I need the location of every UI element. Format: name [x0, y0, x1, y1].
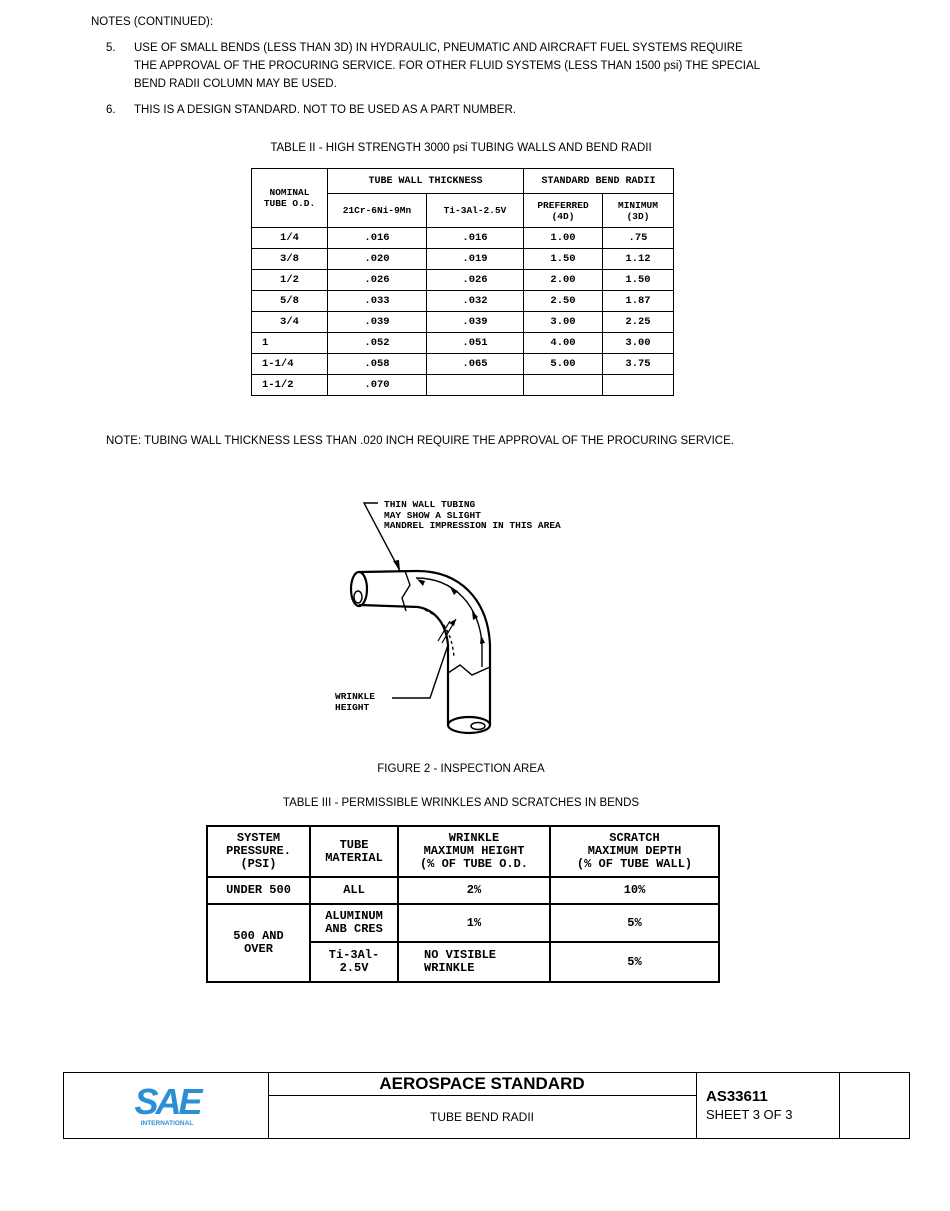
cutaway-edge-top: [402, 571, 410, 611]
table2-cell: 2.50: [524, 291, 603, 312]
table2-cell: [427, 375, 524, 396]
note-5-line-2: THE APPROVAL OF THE PROCURING SERVICE. FOR OTHER FLUID SYSTEMS (LESS THAN 1500 psi) THE SPECIAL: [134, 60, 761, 72]
table3-al-mat-line2: ANB CRES: [325, 922, 383, 936]
figure2-caption: FIGURE 2 - INSPECTION AREA: [377, 763, 545, 775]
table2-row: [252, 312, 674, 333]
table3: [206, 825, 720, 983]
tube-bottom-bore: [471, 723, 485, 730]
table2-cell: .026: [328, 270, 427, 291]
table2-cell: 3/8: [252, 249, 328, 270]
table2-header-od: [252, 169, 328, 228]
table2-header-minimum: [603, 194, 674, 228]
table3-row: [207, 904, 719, 942]
table2-header-minimum-line1: MINIMUM: [618, 199, 658, 211]
table3-over500-line1: 500 AND: [233, 929, 284, 943]
table2-row: [252, 375, 674, 396]
title-block-title-cell: [268, 1073, 697, 1138]
document-subtitle: TUBE BEND RADII: [429, 1110, 534, 1124]
tube-left-end: [351, 572, 367, 606]
table2-header-preferred: [524, 194, 603, 228]
table3-header-pressure-line1: SYSTEM: [236, 831, 281, 845]
table3-cell-over500: [207, 904, 310, 982]
mandrel-callout: [384, 500, 561, 532]
title-block-logo-cell: [64, 1073, 269, 1138]
table2-cell: [603, 375, 674, 396]
table2-title: TABLE II - HIGH STRENGTH 3000 psi TUBING WALLS AND BEND RADII: [270, 142, 652, 154]
table3-header-scratch-line3: (% OF TUBE WALL): [576, 857, 693, 871]
wrinkle-label-line2: HEIGHT: [335, 701, 370, 713]
title-block-blank-cell: [840, 1073, 910, 1138]
table3-header-material-line2: MATERIAL: [325, 850, 383, 865]
table2-header-od-line2: TUBE O.D.: [263, 198, 316, 209]
table2-cell: .026: [427, 270, 524, 291]
table3-cell: 5%: [550, 942, 719, 982]
table2-header-radii: STANDARD BEND RADII: [524, 169, 674, 194]
table3-row: [207, 877, 719, 904]
table2-row: [252, 228, 674, 249]
note-5-number: 5.: [106, 42, 116, 54]
table2-header-wall: TUBE WALL THICKNESS: [328, 169, 524, 194]
table3-cell: [310, 904, 398, 942]
table2: [251, 168, 674, 396]
table2-cell: 4.00: [524, 333, 603, 354]
table3-ti-wrinkle-line2: WRINKLE: [424, 961, 475, 975]
table2-cell: .070: [328, 375, 427, 396]
notes-heading: NOTES (CONTINUED):: [91, 16, 214, 28]
table2-header-preferred-line1: PREFERRED: [537, 199, 589, 211]
table3-cell: ALL: [310, 877, 398, 904]
table3-cell: [398, 942, 550, 982]
table2-header-mat2: Ti-3Al-2.5V: [427, 194, 524, 228]
table2-cell: 2.25: [603, 312, 674, 333]
table2-row: [252, 291, 674, 312]
table3-cell: 1%: [398, 904, 550, 942]
title-block-number-cell: [697, 1073, 840, 1138]
mandrel-arrowhead: [393, 560, 400, 571]
mandrel-callout-line2: MAY SHOW A SLIGHT: [384, 509, 481, 521]
table2-cell: 1/2: [252, 270, 328, 291]
table3-ti-mat-line2: 2.5V: [339, 961, 369, 975]
table3-cell: [310, 942, 398, 982]
table2-row: [252, 249, 674, 270]
table2-cell: .032: [427, 291, 524, 312]
table2-cell: 3.75: [603, 354, 674, 375]
table3-cell: 5%: [550, 904, 719, 942]
wrinkle-arrowhead: [449, 619, 456, 626]
table2-cell: 5/8: [252, 291, 328, 312]
table2-cell: 1.12: [603, 249, 674, 270]
note-6-number: 6.: [106, 104, 116, 116]
wrinkle-height-label: [335, 692, 375, 713]
mandrel-callout-line1: THIN WALL TUBING: [384, 499, 476, 510]
sae-logo-text: SAE: [134, 1081, 200, 1122]
document-heading: AEROSPACE STANDARD: [268, 1073, 696, 1096]
table2-cell: 1: [252, 333, 328, 354]
table2-cell: [524, 375, 603, 396]
note-6-line-1: THIS IS A DESIGN STANDARD. NOT TO BE USED AS A PART NUMBER.: [134, 104, 516, 116]
table2-cell: .065: [427, 354, 524, 375]
table3-header-wrinkle-line3: (% OF TUBE O.D.: [419, 857, 529, 871]
table2-cell: 1.00: [524, 228, 603, 249]
tube-bottom-end: [448, 717, 490, 733]
table2-cell: 1.50: [524, 249, 603, 270]
table3-header-scratch-line1: SCRATCH: [609, 831, 660, 845]
wrinkle-label-line1: WRINKLE: [335, 691, 375, 702]
table2-cell: .033: [328, 291, 427, 312]
table2-row: [252, 333, 674, 354]
table2-cell: 3.00: [603, 333, 674, 354]
table2-cell: .052: [328, 333, 427, 354]
table2-cell: 1-1/2: [252, 375, 328, 396]
table2-cell: .051: [427, 333, 524, 354]
table2-row: [252, 270, 674, 291]
table2-cell: 1/4: [252, 228, 328, 249]
table2-cell: 1.50: [603, 270, 674, 291]
table3-over500-line2: OVER: [244, 942, 273, 956]
table3-ti-wrinkle-line1: NO VISIBLE: [424, 948, 497, 962]
document-number: AS33611: [706, 1088, 768, 1105]
table3-cell: UNDER 500: [207, 877, 310, 904]
table3-header-scratch: [550, 826, 719, 877]
table2-cell: .039: [427, 312, 524, 333]
table3-header-material-line1: TUBE: [339, 837, 369, 852]
tube-left-bore: [354, 591, 362, 603]
hatch-mark: [450, 587, 458, 595]
table2-cell: .019: [427, 249, 524, 270]
hatch-mark: [417, 579, 425, 586]
table2-header-preferred-line2: (4D): [551, 210, 575, 222]
table2-cell: 1-1/4: [252, 354, 328, 375]
table3-al-mat-line1: ALUMINUM: [325, 909, 383, 923]
table2-row: [252, 354, 674, 375]
table2-cell: 2.00: [524, 270, 603, 291]
table3-ti-mat-line1: Ti-3Al-: [328, 948, 380, 962]
title-block: [63, 1072, 910, 1139]
table2-cell: .016: [427, 228, 524, 249]
note-wall-thickness: NOTE: TUBING WALL THICKNESS LESS THAN .020 INCH REQUIRE THE APPROVAL OF THE PROCURING SERVICE.: [106, 435, 734, 447]
table2-cell: 1.87: [603, 291, 674, 312]
table3-header-pressure-line2: PRESSURE.: [226, 844, 291, 858]
table3-header-wrinkle-line2: MAXIMUM HEIGHT: [423, 844, 525, 858]
table3-header-wrinkle: [398, 826, 550, 877]
cutaway-edge-bottom: [448, 665, 490, 675]
note-5-line-1: USE OF SMALL BENDS (LESS THAN 3D) IN HYDRAULIC, PNEUMATIC AND AIRCRAFT FUEL SYSTEMS REQUIRE: [134, 42, 743, 54]
tube-outer-wall: [360, 571, 490, 725]
table2-cell: 3.00: [524, 312, 603, 333]
sheet-number: SHEET 3 OF 3: [706, 1107, 793, 1122]
table2-cell: 3/4: [252, 312, 328, 333]
table3-title: TABLE III - PERMISSIBLE WRINKLES AND SCRATCHES IN BENDS: [282, 797, 640, 809]
sae-logo-subtext: INTERNATIONAL: [140, 1120, 194, 1127]
table3-header-wrinkle-line1: WRINKLE: [448, 831, 500, 845]
table3-header-scratch-line2: MAXIMUM DEPTH: [587, 844, 682, 858]
mandrel-callout-line3: MANDREL IMPRESSION IN THIS AREA: [384, 520, 561, 531]
table2-cell: .058: [328, 354, 427, 375]
wrinkle-inner-section: [425, 610, 454, 657]
table3-header-pressure: [207, 826, 310, 877]
sae-logo: [134, 1081, 200, 1129]
table3-cell: 2%: [398, 877, 550, 904]
table2-cell: 5.00: [524, 354, 603, 375]
table3-header-pressure-line3: (PSI): [240, 857, 277, 871]
table3-cell: 10%: [550, 877, 719, 904]
table2-cell: .020: [328, 249, 427, 270]
table2-cell: .75: [603, 228, 674, 249]
table2-header-mat1: 21Cr-6Ni-9Mn: [328, 194, 427, 228]
table2-header-od-line1: NOMINAL: [269, 187, 310, 198]
wrinkle-leader-line: [392, 645, 448, 698]
table3-header-material: [310, 826, 398, 877]
note-5-line-3: BEND RADII COLUMN MAY BE USED.: [134, 78, 337, 90]
table2-cell: .016: [328, 228, 427, 249]
table2-cell: .039: [328, 312, 427, 333]
table2-header-minimum-line2: (3D): [626, 210, 650, 222]
